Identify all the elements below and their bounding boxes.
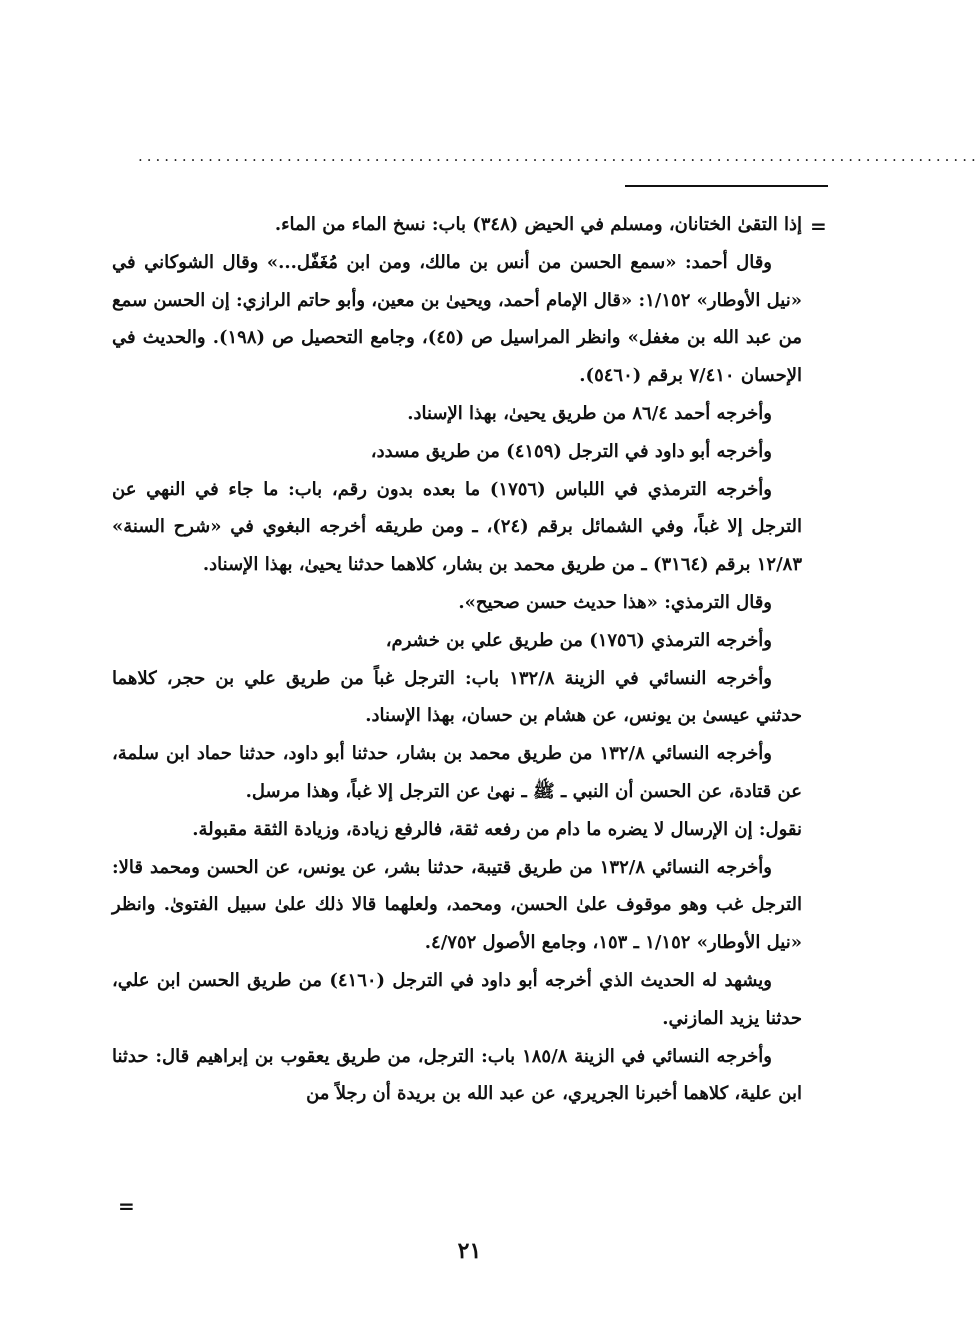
footnote-text <box>112 206 802 1113</box>
continuation-marker-bottom: = <box>118 1194 135 1218</box>
continuation-marker-top: = <box>810 214 827 238</box>
paragraph-3: وأخرجه أحمد ٨٦/٤ من طريق يحيىٰ، بهذا الإسناد. <box>407 402 772 424</box>
paragraph-12: ويشهد له الحديث الذي أخرجه أبو داود في الترجل (٤١٦٠) من طريق الحسن ابن علي، حدثنا يزيد المازني. <box>112 969 802 1029</box>
paragraph-1: إذا التقىٰ الختانان، ومسلم في الحيض (٣٤٨) باب: نسخ الماء من الماء. <box>274 214 802 235</box>
footnote-separator-rule <box>625 185 828 187</box>
paragraph-5: وأخرجه الترمذي في اللباس (١٧٥٦) ما بعده بدون رقم، باب: ما جاء في النهي عن الترجل إلا غباً، وفي الشمائل برقم (٢٤)، ـ ومن طريقه أخرجه البغوي في «شرح السنة» ١٢/٨٣ برقم (٣١٦٤) ـ من طريق محمد بن بشار، كلاهما حدثنا يحيىٰ، بهذا الإسناد. <box>112 478 803 576</box>
paragraph-2: وقال أحمد: «سمع الحسن من أنس بن مالك، ومن ابن مُغَفّل...» وقال الشوكاني في «نيل الأوطار» ١/١٥٢: «قال الإمام أحمد، ويحيىٰ بن معين، وأبو حاتم الرازي: إن الحسن سمع من عبد الله بن مغفل» وانظر المراسيل ص (٤٥)، وجامع التحصيل ص (١٩٨). والحديث في الإحسان ٧/٤١٠ برقم (٥٤٦٠). <box>112 251 802 387</box>
header-dotted-line: ................................................................................................ <box>138 147 980 165</box>
paragraph-10: نقول: إن الإرسال لا يضره ما دام من رفعه ثقة، فالرفع زيادة، وزيادة الثقة مقبولة. <box>192 818 802 840</box>
paragraph-8: وأخرجه النسائي في الزينة ١٣٢/٨ باب: الترجل غباً من طريق علي بن حجر، كلاهما حدثني عيسىٰ بن يونس، عن هشام بن حسان، بهذا الإسناد. <box>112 667 802 727</box>
paragraph-6: وقال الترمذي: «هذا حديث حسن صحيح». <box>458 591 772 613</box>
paragraph-13: وأخرجه النسائي في الزينة ١٨٥/٨ باب: الترجل، من طريق يعقوب بن إبراهيم قال: حدثنا ابن علية، كلاهما أخبرنا الجريري، عن عبد الله بن بريدة أن رجلاً من <box>112 1045 802 1105</box>
page-number: ٢١ <box>457 1238 482 1264</box>
paragraph-7: وأخرجه الترمذي (١٧٥٦) من طريق علي بن خشرم، <box>385 629 772 651</box>
paragraph-4: وأخرجه أبو داود في الترجل (٤١٥٩) من طريق مسدد، <box>370 440 772 462</box>
paragraph-11: وأخرجه النسائي ١٣٢/٨ من طريق قتيبة، حدثنا بشر، عن يونس، عن الحسن ومحمد قالا: الترجل غب وهو موقوف علىٰ الحسن، ومحمد، ولعلهما قالا ذلك علىٰ سبيل الفتوىٰ. وانظر «نيل الأوطار» ١/١٥٢ ـ ١٥٣، وجامع الأصول ٤/٧٥٢. <box>112 856 802 954</box>
paragraph-9: وأخرجه النسائي ١٣٢/٨ من طريق محمد بن بشار، حدثنا أبو داود، حدثنا حماد ابن سلمة، عن قتادة، عن الحسن أن النبي ـ ﷺ ـ نهىٰ عن الترجل إلا غباً، وهذا مرسل. <box>112 743 802 802</box>
